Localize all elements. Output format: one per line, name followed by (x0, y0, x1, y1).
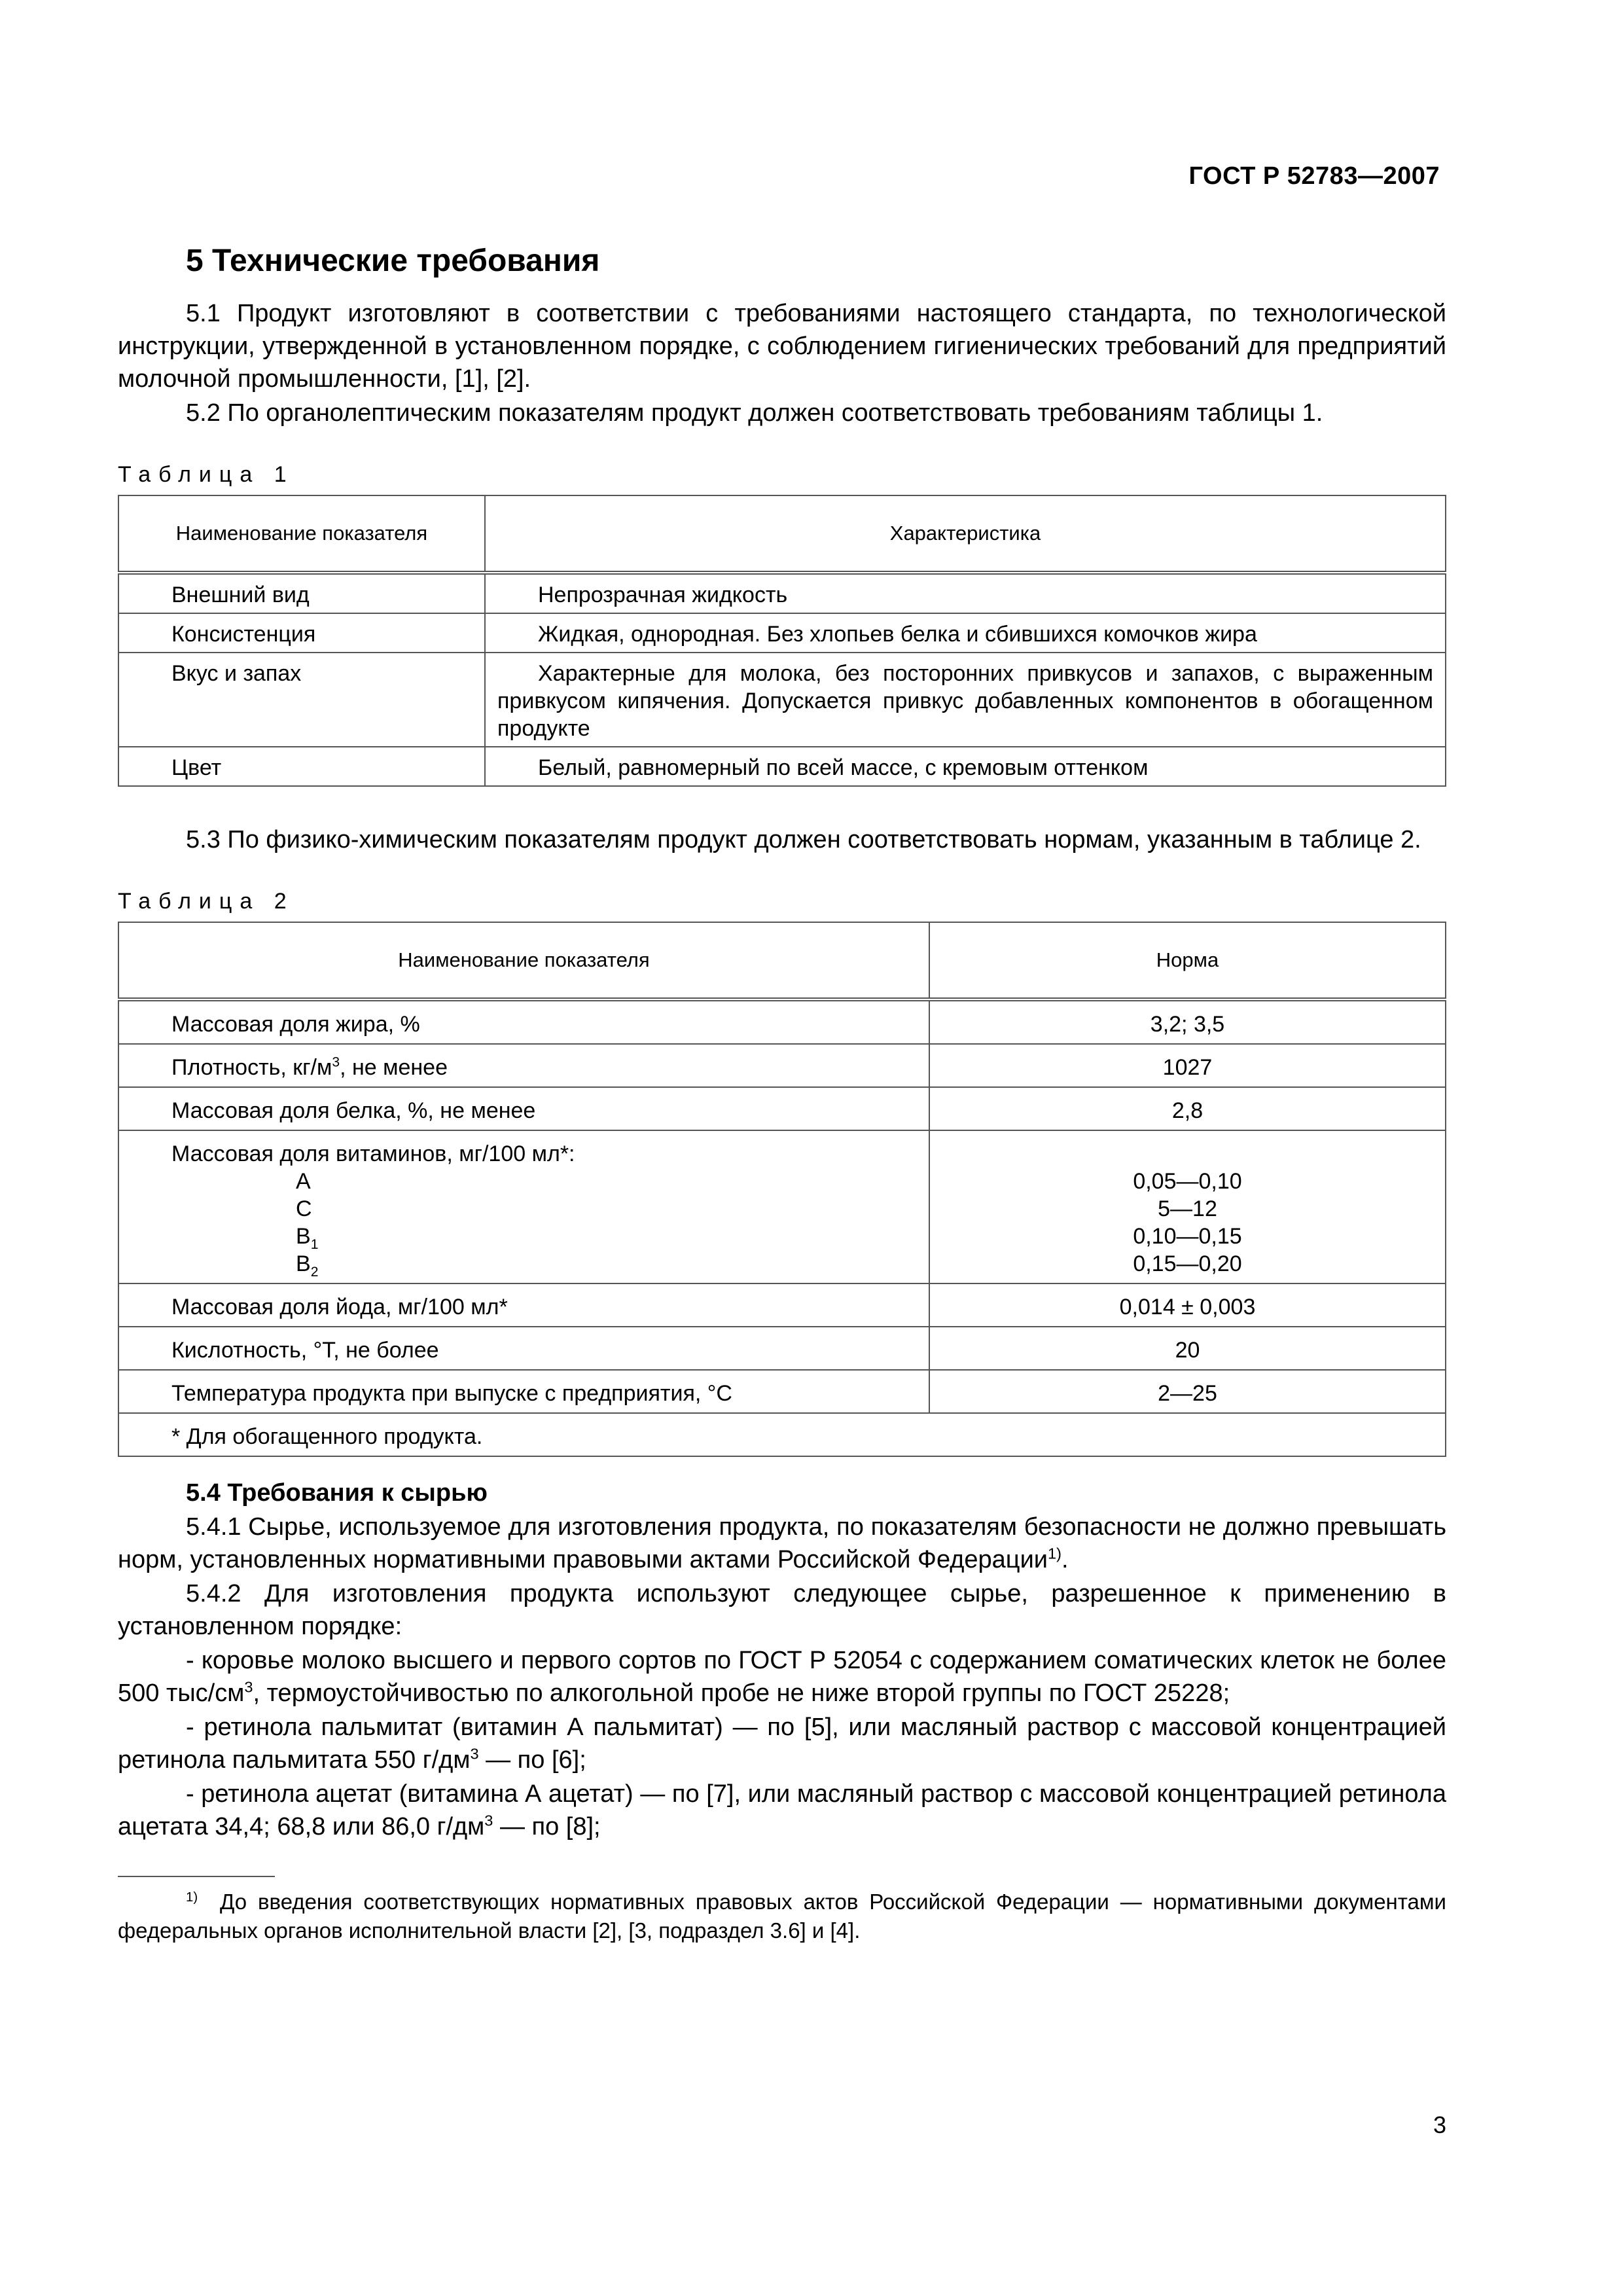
section-title: 5 Технические требования (186, 243, 600, 278)
table1-header-row (118, 495, 1446, 573)
paragraph-end: . (1061, 1546, 1069, 1573)
vitamins-label: Массовая доля витаминов, мг/100 мл*: (171, 1141, 575, 1166)
list-item (118, 1778, 1446, 1843)
table1-header-name: Наименование показателя (118, 495, 485, 573)
table-row (118, 1283, 1446, 1327)
vitamin-subscript: 2 (310, 1264, 319, 1280)
list-item-text: - коровье молоко высшего и первого сортов по ГОСТ Р 52054 с содержанием соматических клеток не более 500 тыс/см (118, 1647, 1446, 1707)
density-label: Плотность, кг/м (171, 1055, 332, 1080)
table2-cell-norm: 3,2; 3,5 (929, 999, 1446, 1044)
table2-cell-name (118, 1130, 929, 1283)
footnote-divider (118, 1876, 275, 1877)
table1-cell-name: Вкус и запах (118, 653, 485, 747)
vitamin-b1-label (171, 1223, 917, 1250)
table1-label: Таблица 1 (118, 462, 294, 487)
density-label-suffix: , не менее (340, 1055, 448, 1080)
table2-cell-norm: 2,8 (929, 1087, 1446, 1130)
paragraph-5-1: 5.1 Продукт изготовляют в соответствии с требованиями настоящего стандарта, по технологической инструкции, утвержденной в установленном порядке, с соблюдением гигиенических требований для предприятий молочной промышленности, [1], [2]. (118, 300, 1446, 393)
table2-header-name: Наименование показателя (118, 922, 929, 999)
vitamin-b2-norm: 0,15—0,20 (1133, 1251, 1242, 1276)
vitamin-b2-label (171, 1250, 917, 1278)
unit-exponent: 3 (244, 1678, 253, 1696)
paragraph-5-2: 5.2 По органолептическим показателям продукт должен соответствовать требованиям таблицы 1. (186, 399, 1323, 427)
table2-cell-name: Массовая доля йода, мг/100 мл* (118, 1283, 929, 1327)
table2-cell-norm (929, 1130, 1446, 1283)
footnote-mark: 1) (186, 1890, 198, 1905)
paragraph-5-4-2: 5.4.2 Для изготовления продукта используют следующее сырье, разрешенное к применению в установленном порядке: (118, 1580, 1446, 1640)
table2-cell-norm: 20 (929, 1327, 1446, 1370)
vitamin-c-norm: 5—12 (1158, 1196, 1217, 1221)
table-2 (118, 922, 1446, 1457)
paragraph-text: 5.4.1 Сырье, используемое для изготовления продукта, по показателям безопасности не должно превышать норм, установленных нормативными правовыми актами Российской Федерации (118, 1513, 1446, 1573)
table-row (118, 1087, 1446, 1130)
vitamin-letter: B (296, 1224, 311, 1249)
footnote-reference: 1) (1048, 1545, 1061, 1562)
list-item (118, 1711, 1446, 1776)
table2-cell-name: Кислотность, °Т, не более (118, 1327, 929, 1370)
vitamin-c-label (171, 1195, 917, 1223)
table2-header-row (118, 922, 1446, 999)
page-number: 3 (1433, 2111, 1446, 2138)
table1-cell-desc: Жидкая, однородная. Без хлопьев белка и сбившихся комочков жира (485, 613, 1446, 653)
table1-cell-name: Консистенция (118, 613, 485, 653)
table-row (118, 1327, 1446, 1370)
table2-cell-norm: 1027 (929, 1044, 1446, 1087)
table-row (118, 1370, 1446, 1413)
table-row (118, 573, 1446, 613)
table2-cell-name: Температура продукта при выпуске с предприятия, °С (118, 1370, 929, 1413)
unit-exponent: 3 (484, 1812, 493, 1829)
table-row (118, 1130, 1446, 1283)
table2-cell-norm: 0,014 ± 0,003 (929, 1283, 1446, 1327)
vitamin-subscript: 1 (310, 1236, 319, 1252)
table2-header-norm: Норма (929, 922, 1446, 999)
vitamin-a-norm: 0,05—0,10 (1133, 1169, 1242, 1194)
footnote-text: До введения соответствующих нормативных правовых актов Российской Федерации — нормативными документами федеральных органов исполнительной власти [2], [3, подраздел 3.6] и [4]. (118, 1890, 1446, 1943)
table1-cell-desc: Характерные для молока, без посторонних привкусов и запахов, с выраженным привкусом кипячения. Допускается привкус добавленных компонентов в обогащенном продукте (485, 653, 1446, 747)
table-row (118, 747, 1446, 786)
table1-cell-name: Внешний вид (118, 573, 485, 613)
vitamin-a-label (171, 1168, 917, 1195)
table2-cell-name: Массовая доля жира, % (118, 999, 929, 1044)
table1-header-characteristic: Характеристика (485, 495, 1446, 573)
table2-note: * Для обогащенного продукта. (118, 1413, 1446, 1456)
list-item-text: — по [8]; (493, 1813, 601, 1840)
table2-cell-name: Массовая доля белка, %, не менее (118, 1087, 929, 1130)
table1-cell-desc: Непрозрачная жидкость (485, 573, 1446, 613)
unit-exponent: 3 (470, 1745, 479, 1763)
table2-cell-norm: 2—25 (929, 1370, 1446, 1413)
table-row (118, 999, 1446, 1044)
standard-code: ГОСТ Р 52783—2007 (1188, 162, 1440, 190)
list-item (118, 1644, 1446, 1710)
vitamin-letter: C (296, 1196, 312, 1221)
table1-cell-desc: Белый, равномерный по всей массе, с кремовым оттенком (485, 747, 1446, 786)
table-1 (118, 495, 1446, 787)
vitamin-letter: A (296, 1169, 311, 1194)
page-content (118, 240, 1446, 1945)
table-row (118, 613, 1446, 653)
list-item-text: - ретинола ацетат (витамина А ацетат) — по [7], или масляный раствор с массовой концентрацией ретинола ацетата 34,4; 68,8 или 86,0 г/дм (118, 1780, 1446, 1840)
subsection-title: 5.4 Требования к сырью (186, 1479, 488, 1507)
paragraph-5-3: 5.3 По физико-химическим показателям продукт должен соответствовать нормам, указанным в таблице 2. (186, 826, 1421, 853)
paragraph-5-4-1 (118, 1511, 1446, 1576)
table-row (118, 653, 1446, 747)
table2-label: Таблица 2 (118, 889, 294, 914)
vitamin-b1-norm: 0,10—0,15 (1133, 1224, 1242, 1249)
vitamin-letter: B (296, 1251, 311, 1276)
list-item-text: — по [6]; (478, 1746, 586, 1774)
list-item-text: , термоустойчивостью по алкогольной пробе не ниже второй группы по ГОСТ 25228; (253, 1679, 1230, 1707)
table1-cell-name: Цвет (118, 747, 485, 786)
footnote (118, 1888, 1446, 1945)
table-row (118, 1044, 1446, 1087)
density-unit-exponent: 3 (332, 1054, 340, 1070)
table-row (118, 1413, 1446, 1456)
list-item-text: - ретинола пальмитат (витамин А пальмитат) — по [5], или масляный раствор с массовой концентрацией ретинола пальмитата 550 г/дм (118, 1713, 1446, 1774)
table2-cell-name (118, 1044, 929, 1087)
